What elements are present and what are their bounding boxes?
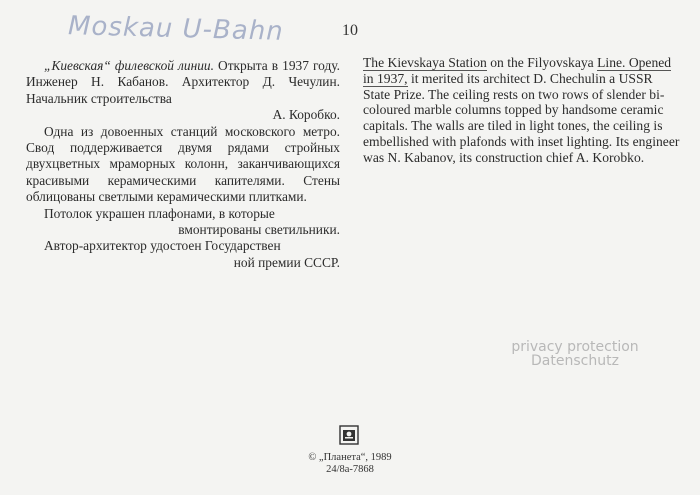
copyright-line: © „Планета“, 1989 xyxy=(308,452,392,463)
catalog-code: 24/8a-7868 xyxy=(326,463,374,475)
russian-paragraph-2: Одна из довоенных станций московского метро. Свод поддерживается двумя рядами стройных двухцветных мраморных колонн, заканчивающихся красивыми керамическими капителями. Стены облицованы светлыми керамическими плитками. xyxy=(26,123,340,205)
russian-paragraph-4-last: ной премии СССР. xyxy=(233,254,340,270)
handwritten-note: Moskau U-Bahn xyxy=(67,11,285,47)
english-underlined-station: The Kievskaya Station xyxy=(363,55,487,70)
russian-paragraph-1-text: Открыта в 1937 году. Инженер Н. Кабанов. Архитектор Д. Чечулин. Начальник строительства xyxy=(26,58,340,106)
english-text-column xyxy=(363,55,681,166)
english-text-2: it merited its architect D. Chechulin a USSR State Prize. The ceiling rests on two rows of slender bi-coloured marble columns topped by handsome ceramic capitals. The walls are tiled in light tones, the ceiling is embellished with plafonds with inset lighting. Its engineer was N. Kabanov, its construction chief A. Korobko. xyxy=(363,70,680,165)
english-underlined-opened: Line. Opened in 1937, xyxy=(363,55,672,86)
watermark-line-1: privacy protection xyxy=(511,339,639,355)
publisher-logo-icon xyxy=(339,425,359,445)
page-number: 10 xyxy=(342,22,358,39)
russian-paragraph-3-last: вмонтированы светильники. xyxy=(178,222,340,238)
english-text-1: on the Filyovskaya xyxy=(490,55,594,70)
publisher-footer xyxy=(250,452,450,475)
russian-paragraph-1 xyxy=(26,58,340,107)
privacy-watermark xyxy=(500,340,650,368)
watermark-line-2: Datenschutz xyxy=(531,353,619,369)
russian-paragraph-3: Потолок украшен плафонами, в которые xyxy=(44,205,275,221)
russian-station-title: „Киевская“ филевской линии. xyxy=(44,58,214,73)
russian-paragraph-1-last: А. Коробко. xyxy=(272,107,340,123)
russian-text-column xyxy=(26,58,340,271)
english-paragraph xyxy=(363,55,681,166)
russian-paragraph-4: Автор-архитектор удостоен Государствен xyxy=(44,238,281,254)
